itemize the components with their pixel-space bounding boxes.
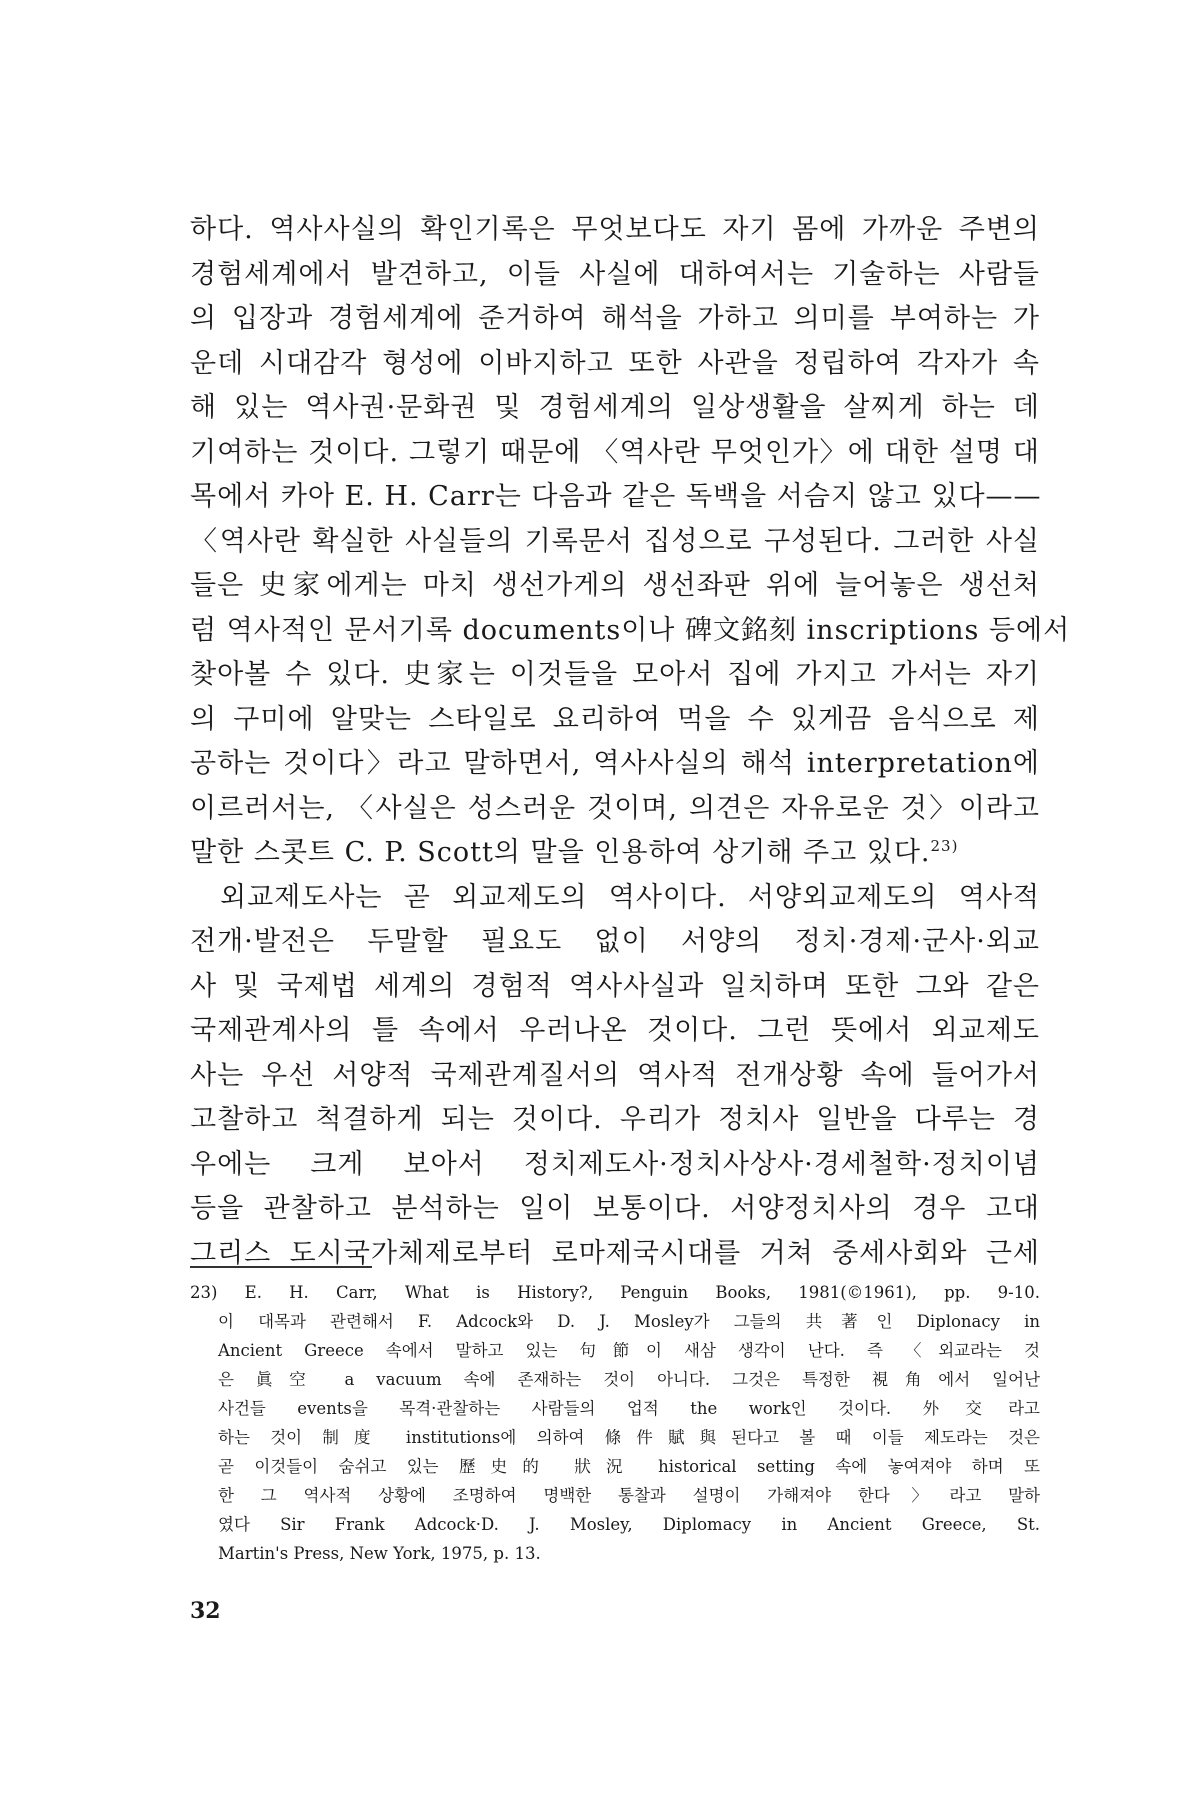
text-line: 하다. 역사사실의 확인기록은 무엇보다도 자기 몸에 가까운 주변의 bbox=[190, 214, 1040, 245]
text-line: 등을 관찰하고 분석하는 일이 보통이다. 서양정치사의 경우 고대 bbox=[190, 1193, 1040, 1224]
footnote bbox=[190, 1278, 1040, 1568]
footnote-divider bbox=[190, 1266, 372, 1268]
text-line: 사는 우선 서양적 국제관계질서의 역사적 전개상황 속에 들어가서 bbox=[190, 1059, 1040, 1091]
footnote-line: 하는 것이 制度 institutions에 의하여 條件賦與된다고 볼 때 이들 제도라는 것은 bbox=[218, 1428, 1040, 1447]
text-line: 우에는 크게 보아서 정치제도사·정치사상사·경세철학·정치이념 bbox=[190, 1148, 1040, 1180]
text-line: 럼 역사적인 문서기록 documents이나 碑文銘刻 inscriptions 등에서 bbox=[190, 614, 1071, 646]
page-number: 32 bbox=[190, 1598, 221, 1624]
footnote-line: Ancient Greece 속에서 말하고 있는 句節이 새삼 생각이 난다. 즉 〈외교라는 것 bbox=[218, 1341, 1040, 1360]
footnote-line: 23) E. H. Carr, What is History?, Penguin Books, 1981(©1961), pp. 9-10. bbox=[190, 1283, 1040, 1302]
footnote-line: 이 대목과 관련해서 F. Adcock와 D. J. Mosley가 그들의 共著인 Diplonacy in bbox=[218, 1312, 1040, 1331]
text-line: 〈역사란 확실한 사실들의 기록문서 집성으로 구성된다. 그러한 사실 bbox=[190, 525, 1040, 557]
text-line: 국제관계사의 틀 속에서 우러나온 것이다. 그런 뜻에서 외교제도 bbox=[190, 1015, 1040, 1046]
body-text bbox=[190, 208, 1071, 1276]
footnote-line: Martin's Press, New York, 1975, p. 13. bbox=[218, 1544, 541, 1563]
footnote-line: 은 眞空 a vacuum 속에 존재하는 것이 아니다. 그것은 특정한 視角에서 일어난 bbox=[218, 1370, 1040, 1389]
text-line-with-note bbox=[190, 831, 1040, 876]
text-line: 고찰하고 척결하게 되는 것이다. 우리가 정치사 일반을 다루는 경 bbox=[190, 1104, 1040, 1135]
text-line: 이르러서는, 〈사실은 성스러운 것이며, 의견은 자유로운 것〉이라고 bbox=[190, 792, 1040, 824]
text-line: 들은 史家에게는 마치 생선가게의 생선좌판 위에 늘어놓은 생선처 bbox=[190, 570, 1040, 601]
text-line: 운데 시대감각 형성에 이바지하고 또한 사관을 정립하여 각자가 속 bbox=[190, 347, 1040, 379]
text-line: 말한 스콧트 C. P. Scott의 말을 인용하여 상기해 주고 있다. bbox=[190, 837, 931, 868]
text-line: 기여하는 것이다. 그렇기 때문에 〈역사란 무엇인가〉에 대한 설명 대 bbox=[190, 436, 1040, 468]
text-line: 경험세계에서 발견하고, 이들 사실에 대하여서는 기술하는 사람들 bbox=[190, 258, 1040, 290]
footnote-line: 한 그 역사적 상황에 조명하여 명백한 통찰과 설명이 가해져야 한다〉라고 말하 bbox=[218, 1486, 1040, 1505]
text-line: 찾아볼 수 있다. 史家는 이것들을 모아서 집에 가지고 가서는 자기 bbox=[190, 659, 1040, 690]
text-line: 공하는 것이다〉라고 말하면서, 역사사실의 해석 interpretation에 bbox=[190, 748, 1040, 779]
text-line: 의 입장과 경험세계에 준거하여 해석을 가하고 의미를 부여하는 가 bbox=[190, 303, 1040, 334]
paragraph-first-line: 외교제도사는 곧 외교제도의 역사이다. 서양외교제도의 역사적 bbox=[220, 881, 1040, 913]
footnote-reference: 23) bbox=[930, 837, 959, 855]
text-line: 전개·발전은 두말할 필요도 없이 서양의 정치·경제·군사·외교 bbox=[190, 926, 1040, 957]
text-line: 해 있는 역사권·문화권 및 경험세계의 일상생활을 살찌게 하는 데 bbox=[190, 392, 1040, 423]
text-line: 목에서 카아 E. H. Carr는 다음과 같은 독백을 서슴지 않고 있다—— bbox=[190, 481, 1042, 512]
footnote-line: 곧 이것들이 숨쉬고 있는 歷史的 狀況 historical setting 속에 놓여져야 하며 또 bbox=[218, 1457, 1040, 1476]
footnote-line: 였다 Sir Frank Adcock·D. J. Mosley, Diplomacy in Ancient Greece, St. bbox=[218, 1515, 1040, 1534]
text-line: 사 및 국제법 세계의 경험적 역사사실과 일치하며 또한 그와 같은 bbox=[190, 970, 1040, 1002]
text-line: 의 구미에 알맞는 스타일로 요리하여 먹을 수 있게끔 음식으로 제 bbox=[190, 703, 1040, 735]
text-line: 그리스 도시국가체제로부터 로마제국시대를 거쳐 중세사회와 근세 bbox=[190, 1237, 1040, 1269]
footnote-line: 사건들 events을 목격·관찰하는 사람들의 업적 the work인 것이다. 外交라고 bbox=[218, 1399, 1040, 1418]
